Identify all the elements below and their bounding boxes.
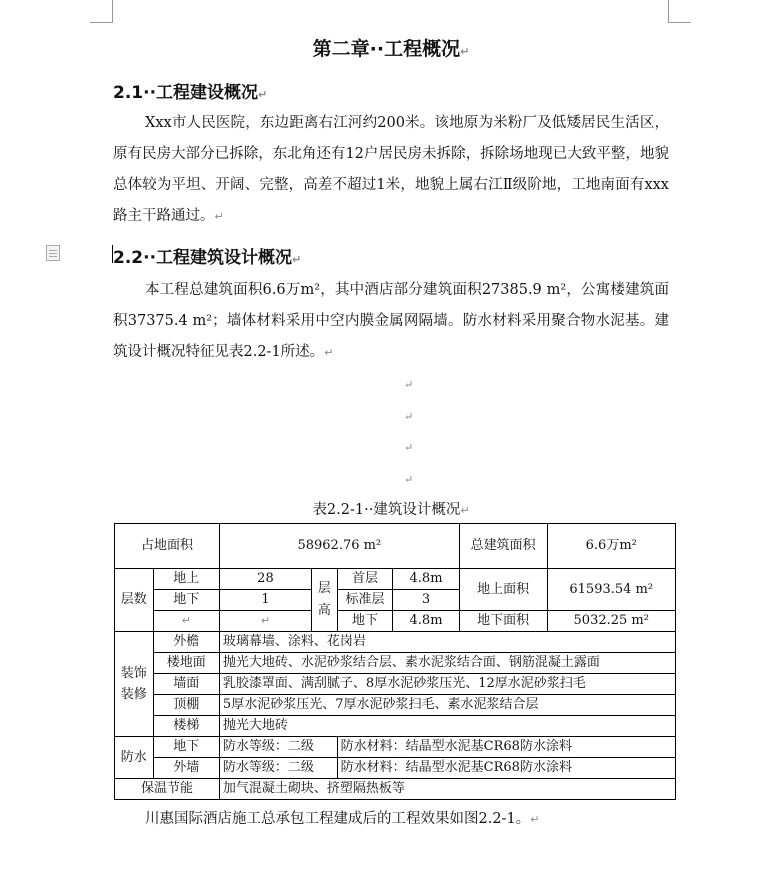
- basement-value: 4.8m: [393, 611, 459, 632]
- decoration-part: 楼梯: [153, 716, 219, 737]
- section-paragraph-2-1: Xxx市人民医院，东边距离右江河约200米。该地原为米粉厂及低矮居民生活区，原有民房大部分已拆除，东北角还有12户居民房未拆除，拆除场地现已大致平整，地貌总体较为平坦、开阔、完整，高差不超过1米，地貌上属右江Ⅱ级阶地，工地南面有xxx路主干路通过。↵: [113, 115, 669, 224]
- decoration-desc: 乳胶漆罩面、满刮腻子、8厚水泥砂浆压光、12厚水泥砂浆扫毛: [219, 674, 675, 695]
- decoration-desc: 抛光大地砖、水泥砂浆结合层、素水泥浆结合面、钢筋混凝土露面: [219, 653, 675, 674]
- standard-floor-value: 3: [393, 590, 459, 611]
- closing-paragraph: 川惠国际酒店施工总承包工程建成后的工程效果如图2.2-1。↵: [145, 811, 540, 827]
- decoration-desc: 5厚水泥砂浆压光、7厚水泥砂浆扫毛、素水泥浆结合层: [219, 695, 675, 716]
- section-heading-2-2: 2.2··工程建筑设计概况↵: [113, 248, 302, 268]
- waterproof-label: 防水: [115, 737, 154, 779]
- empty-cell: ↵: [219, 611, 311, 632]
- empty-paragraph-mark: ↵: [404, 473, 414, 486]
- floors-label: 层数: [115, 569, 154, 632]
- decoration-desc: 玻璃幕墙、涂料、花岗岩: [219, 632, 675, 653]
- crop-mark-right: [668, 0, 691, 23]
- crop-mark-left: [90, 0, 113, 23]
- empty-paragraph-mark: ↵: [404, 441, 414, 454]
- waterproof-grade: 防水等级：二级: [219, 737, 337, 758]
- below-area-label: 地下面积: [459, 611, 547, 632]
- decoration-desc: 抛光大地砖: [219, 716, 675, 737]
- first-floor-label: 首层: [337, 569, 393, 590]
- below-label: 地下: [153, 590, 219, 611]
- above-area-label: 地上面积: [459, 569, 547, 611]
- insulation-value: 加气混凝土砌块、挤塑隔热板等: [219, 779, 675, 800]
- total-area-value: 6.6万m²: [547, 524, 676, 569]
- waterproof-material: 防水材料：结晶型水泥基CR68防水涂料: [337, 737, 675, 758]
- waterproof-part: 地下: [153, 737, 219, 758]
- waterproof-part: 外墙: [153, 758, 219, 779]
- empty-paragraph-mark: ↵: [404, 410, 414, 423]
- below-area-value: 5032.25 m²: [547, 611, 676, 632]
- above-area-value: 61593.54 m²: [547, 569, 676, 611]
- first-floor-value: 4.8m: [393, 569, 459, 590]
- below-value: 1: [219, 590, 311, 611]
- above-value: 28: [219, 569, 311, 590]
- building-design-table: [114, 523, 676, 800]
- decoration-part: 楼地面: [153, 653, 219, 674]
- height-label: 层高: [311, 569, 337, 632]
- table-caption: 表2.2-1··建筑设计概况↵: [312, 502, 470, 518]
- waterproof-grade: 防水等级：二级: [219, 758, 337, 779]
- decoration-part: 外檐: [153, 632, 219, 653]
- standard-floor-label: 标准层: [337, 590, 393, 611]
- empty-paragraph-mark: ↵: [404, 378, 414, 391]
- decoration-part: 墙面: [153, 674, 219, 695]
- waterproof-material: 防水材料：结晶型水泥基CR68防水涂料: [337, 758, 675, 779]
- document-style-icon[interactable]: [46, 245, 60, 261]
- site-area-label: 占地面积: [115, 524, 220, 569]
- section-paragraph-2-2: 本工程总建筑面积6.6万m²，其中酒店部分建筑面积27385.9 m²，公寓楼建筑面积37375.4 m²；墙体材料采用中空内膜金属网隔墙。防水材料采用聚合物水泥基。建筑设计概况特征见表2.2-1所述。↵: [113, 282, 669, 360]
- site-area-value: 58962.76 m²: [219, 524, 459, 569]
- basement-label: 地下: [337, 611, 393, 632]
- chapter-title: 第二章··工程概况↵: [312, 38, 470, 60]
- decoration-part: 顶棚: [153, 695, 219, 716]
- above-label: 地上: [153, 569, 219, 590]
- total-area-label: 总建筑面积: [459, 524, 547, 569]
- section-heading-2-1: 2.1··工程建设概况↵: [113, 83, 268, 103]
- insulation-label: 保温节能: [115, 779, 220, 800]
- decoration-label: 装饰装修: [115, 632, 154, 737]
- empty-cell: ↵: [153, 611, 219, 632]
